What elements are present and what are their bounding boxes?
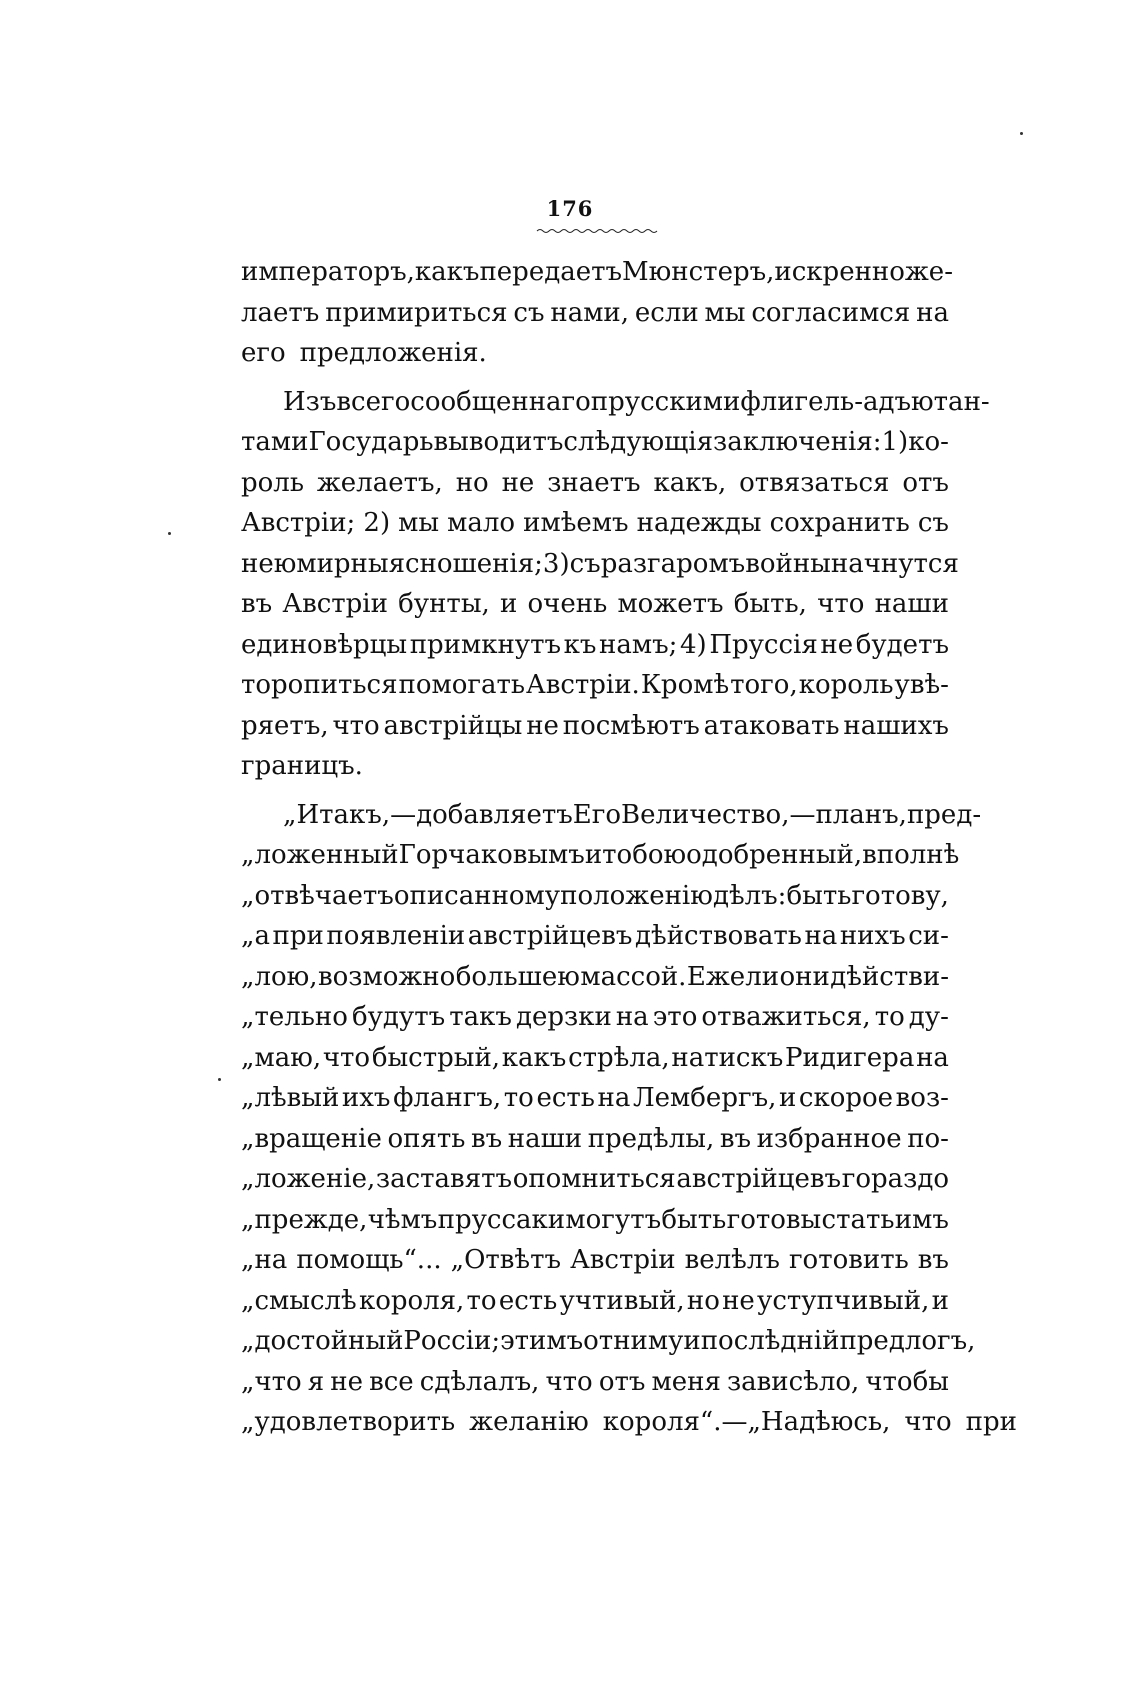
text-line: „Итакъ,—добавляетъ Его Величество,—планъ, пред- (283, 799, 982, 830)
text-line: „маю, что быстрый, какъ стрѣла, натискъ Ридигера на (241, 1042, 949, 1073)
text-line: „отвѣчаетъ описанному положенію дѣлъ: быть готову, (241, 880, 949, 911)
text-line: „что я не все сдѣлалъ, что отъ меня зависѣло, чтобы (241, 1366, 949, 1397)
text-line: его предложенія. (241, 338, 487, 368)
text-line: „на помощь“... „Отвѣтъ Австріи велѣлъ готовить въ (241, 1245, 949, 1275)
page-number: 176 (546, 196, 594, 221)
paragraph-gap (241, 374, 949, 382)
text-line: „прежде, чѣмъ пруссаки могутъ быть готовы стать имъ (241, 1204, 949, 1235)
print-speck (218, 1078, 221, 1081)
print-speck (1020, 132, 1023, 135)
text-line: „вращеніе опять въ наши предѣлы, въ избранное по- (241, 1123, 949, 1154)
text-line: „ложеніе, заставятъ опомниться австрійцевъ гораздо (241, 1164, 949, 1194)
text-line: роль желаетъ, но не знаетъ какъ, отвязаться отъ (241, 467, 949, 498)
paragraph-gap (241, 787, 949, 795)
text-line: ряетъ, что австрійцы не посмѣютъ атаковать нашихъ (241, 710, 949, 741)
text-line: границъ. (241, 751, 363, 781)
text-line: „смыслѣ короля, то есть учтивый, но не уступчивый, и (241, 1285, 949, 1316)
text-line: лаетъ примириться съ нами, если мы согласимся на (241, 297, 949, 328)
text-line: „достойный Россіи; этимъ отниму и послѣдній предлогъ, (241, 1326, 976, 1356)
text-line: въ Австріи бунты, и очень можетъ быть, что наши (241, 589, 949, 619)
text-line: Изъ всего сообщеннаго прусскими флигель-адъютан- (283, 386, 990, 417)
text-line: императоръ, какъ передаетъ Мюнстеръ, искренно же- (241, 257, 953, 287)
body-text (241, 252, 1017, 1443)
text-line: нею мирныя сношенія; 3) съ разгаромъ войны начнутся (241, 548, 959, 579)
text-line: „лѣвый ихъ флангъ, то есть на Лембергъ, и скорое воз- (241, 1083, 949, 1113)
text-line: „а при появленіи австрійцевъ дѣйствовать на нихъ си- (241, 921, 949, 951)
print-speck (168, 532, 171, 535)
text-line: „лою, возможно большею массой. Ежели они дѣйстви- (241, 961, 949, 992)
text-line: „удовлетворить желанію короля“.—„Надѣюсь, что при (241, 1407, 1017, 1437)
text-line: торопиться помогать Австріи. Кромѣ того, король увѣ- (241, 670, 949, 700)
text-line: единовѣрцы примкнутъ къ намъ; 4) Пруссія не будетъ (241, 629, 949, 660)
text-line: Австріи; 2) мы мало имѣемъ надежды сохранить съ (241, 508, 949, 538)
text-line: „ложенный Горчаковымъ и тобою одобренный, вполнѣ (241, 840, 960, 870)
text-line: „тельно будутъ такъ дерзки на это отважиться, то ду- (241, 1002, 949, 1032)
decorative-wavy-rule (537, 228, 657, 234)
text-line: тами Государь выводитъ слѣдующія заключенія: 1) ко- (241, 427, 949, 457)
